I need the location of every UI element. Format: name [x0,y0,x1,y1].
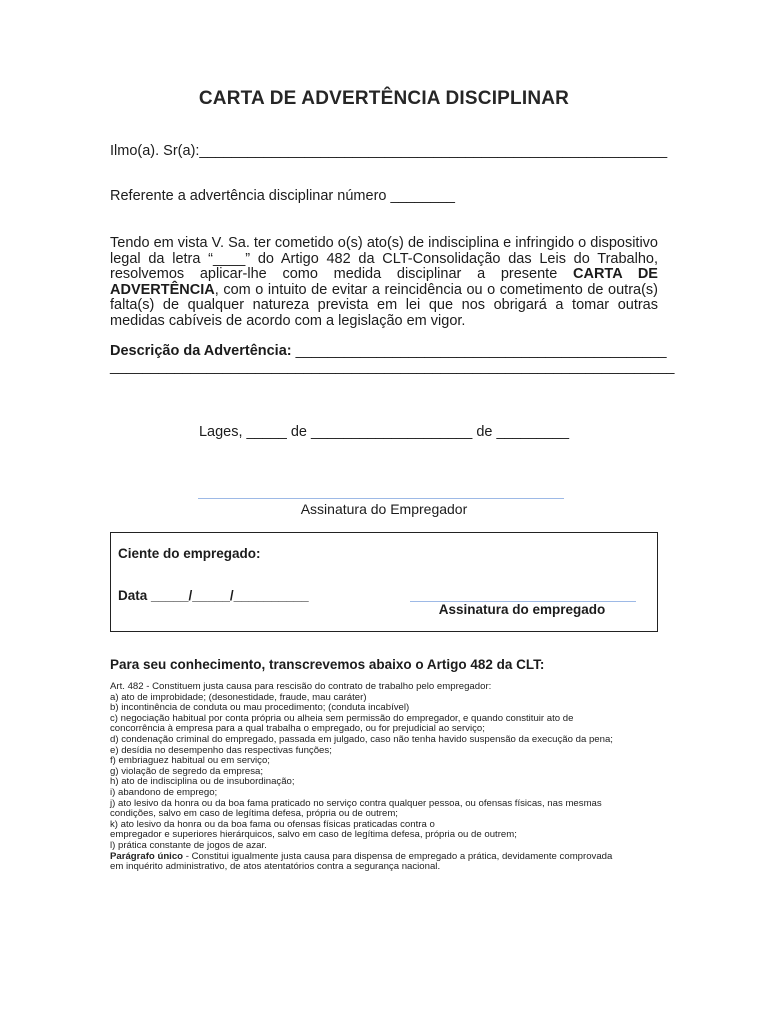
article-line: Art. 482 - Constituem justa causa para rescisão do contrato de trabalho pelo empregador: [110,681,492,692]
description-line [110,343,667,359]
acknowledgement-box [110,532,658,632]
paragraph-text-2: , com o intuito de evitar a reincidência ou o cometimento de outra(s) falta(s) de qualquer natureza prevista em lei que nos obrigará a tomar outras medidas cabíveis de acordo com a legislação em vigor. [110,281,658,329]
article-line: c) negociação habitual por conta própria ou alheia sem permissão do empregador, e quando constituir ato de [110,712,574,724]
article-heading: Para seu conhecimento, transcrevemos abaixo o Artigo 482 da CLT: [110,657,545,672]
recipient-line: Ilmo(a). Sr(a):__________________________________________________________ [110,143,668,159]
description-blank-1: ______________________________________________ [291,343,667,359]
article-line: a) ato de improbidade; (desonestidade, fraude, mau caráter) [110,691,367,703]
article-line: concorrência à empresa para a qual trabalha o empregado, ou for prejudicial ao serviço; [110,723,485,735]
sole-paragraph-text-1: - Constitui igualmente justa causa para dispensa de empregado a prática, devidamente comprovada [183,850,613,862]
description-label: Descrição da Advertência: [110,343,292,359]
article-line: empregador e superiores hierárquicos, salvo em caso de legítima defesa, própria ou de outrem; [110,829,517,841]
employer-signature-line [198,498,564,499]
article-line: d) condenação criminal do empregado, passada em julgado, caso não tenha havido suspensão da execução da pena; [110,733,613,745]
article-line: l) prática constante de jogos de azar. [110,839,267,851]
article-line: f) embriaguez habitual ou em serviço; [110,755,270,767]
acknowledgement-date-line: Data _____/_____/__________ [118,588,309,603]
paragraph-text-1: Tendo em vista V. Sa. ter cometido o(s) ato(s) de indisciplina e infringido o dispositivo legal da letra “____” do Artigo 482 da CLT-Consolidação das Leis do Trabalho, resolvemos aplicar-lhe como medida disciplinar a presente [110,235,658,283]
acknowledgement-title: Ciente do empregado: [118,546,261,561]
article-line: h) ato de indisciplina ou de insubordinação; [110,776,295,788]
article-line: i) abandono de emprego; [110,786,218,798]
article-line: b) incontinência de conduta ou mau procedimento; (conduta incabível) [110,702,410,714]
article-482-text [110,682,658,873]
city-date-line: Lages, _____ de ____________________ de _________ [198,424,570,440]
reference-line: Referente a advertência disciplinar número ________ [110,188,455,204]
employee-signature-caption: Assinatura do empregado [438,602,606,617]
article-line: g) violação de segredo da empresa; [110,765,264,777]
description-blank-2: ______________________________________________________________________ [110,359,675,375]
sole-paragraph-label: Parágrafo único [110,850,184,862]
document-title: CARTA DE ADVERTÊNCIA DISCIPLINAR [198,88,570,109]
article-line: e) desídia no desempenho das respectivas funções; [110,744,332,756]
employer-signature-caption: Assinatura do Empregador [300,501,468,517]
article-line: j) ato lesivo da honra ou da boa fama praticado no serviço contra qualquer pessoa, ou ofensas físicas, nas mesmas [110,797,602,809]
article-line: condições, salvo em caso de legítima defesa, própria ou de outrem; [110,808,398,820]
article-line: k) ato lesivo da honra ou da boa fama ou ofensas físicas praticadas contra o [110,818,435,830]
main-paragraph [110,236,658,330]
paragraph-bold-text: CARTA DE ADVERTÊNCIA [110,266,658,298]
sole-paragraph-line-2: em inquérito administrativo, de atos atentatórios contra a segurança nacional. [110,861,441,873]
